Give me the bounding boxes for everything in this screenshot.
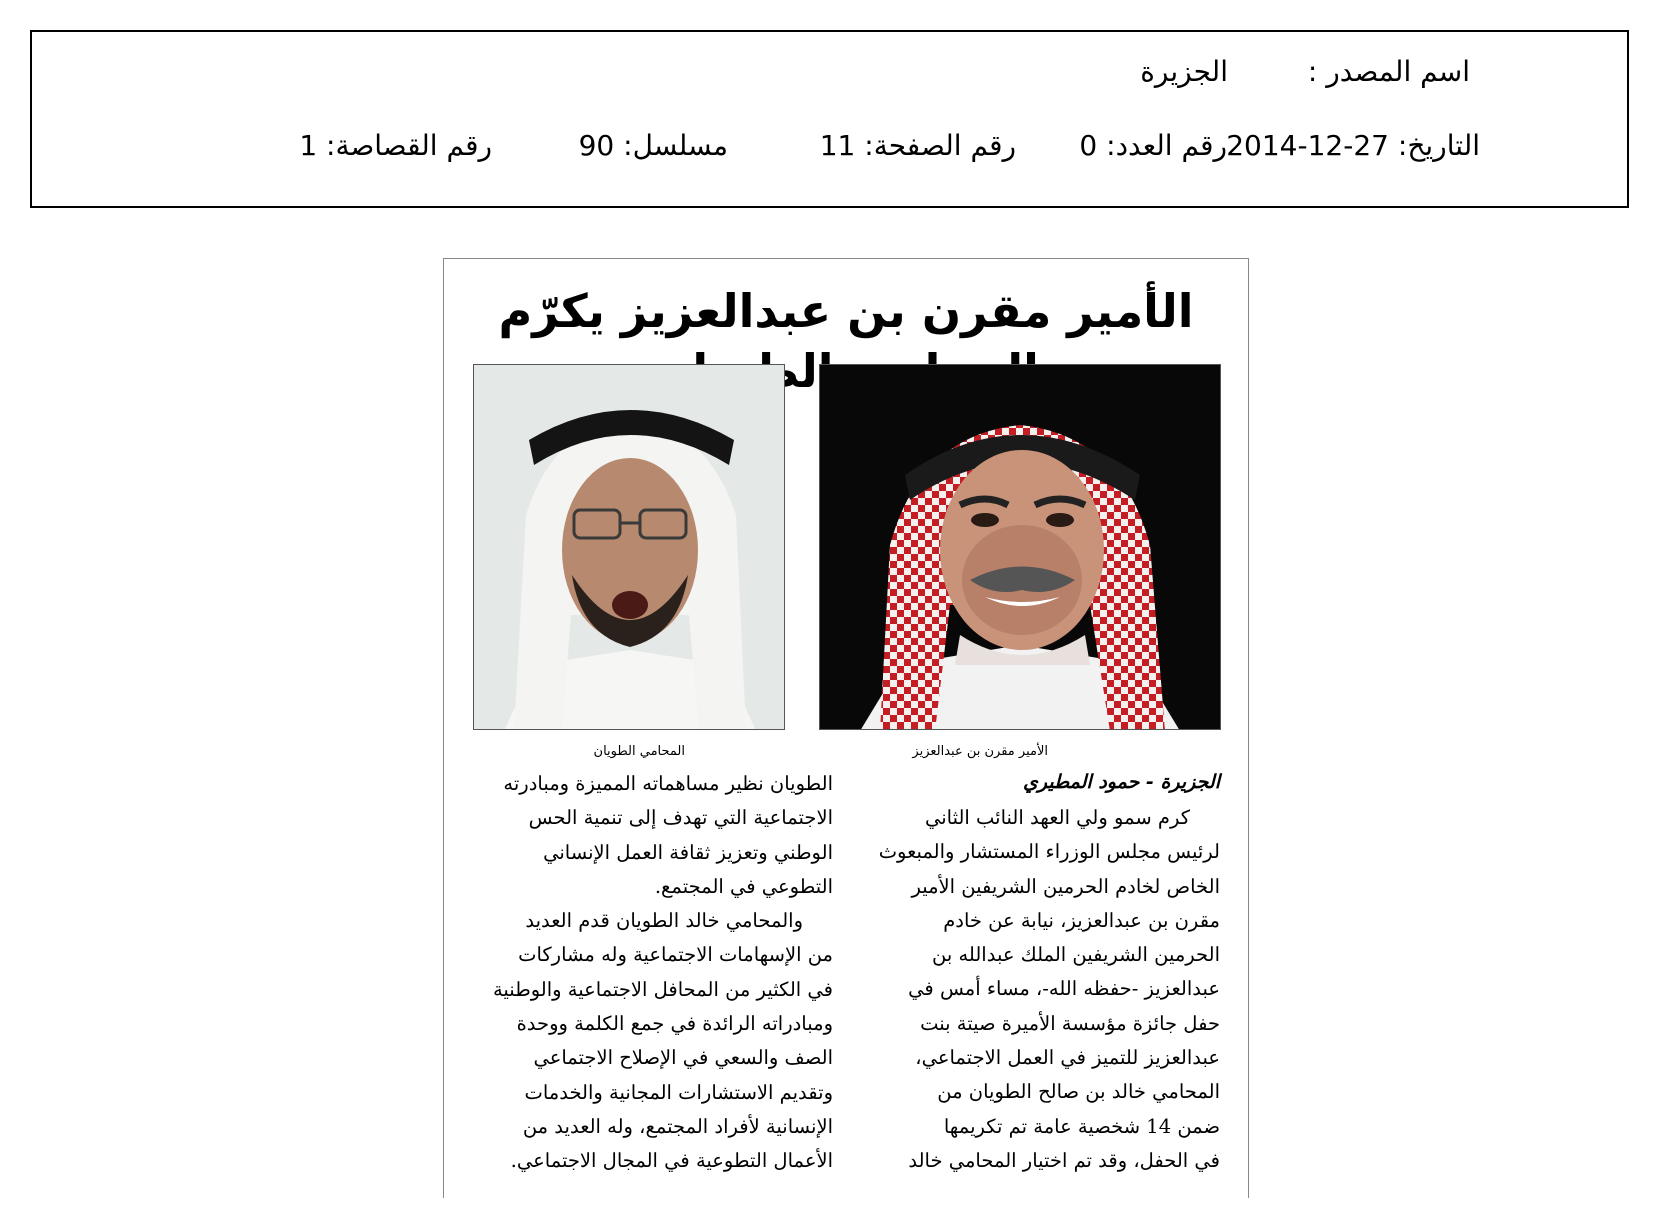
text-line: كرم سمو ولي العهد النائب الثاني <box>924 806 1190 829</box>
text-line: الاجتماعية التي تهدف إلى تنمية الحس <box>528 806 833 830</box>
text-line: لرئيس مجلس الوزراء المستشار والمبعوث <box>878 840 1220 864</box>
text-line: الإنسانية لأفراد المجتمع، وله العديد من <box>522 1114 833 1138</box>
text-line: والمحامي خالد الطويان قدم العديد <box>525 909 803 933</box>
text-line: الصف والسعي في الإصلاح الاجتماعي <box>533 1046 833 1070</box>
article-byline: الجزيرة - حمود المطيري <box>1022 771 1220 793</box>
date-field: التاريخ: 27-12-2014 <box>1226 129 1480 162</box>
caption-lawyer: المحامي الطويان <box>593 744 685 759</box>
text-line: المحامي خالد بن صالح الطويان من <box>937 1080 1220 1104</box>
text-line: حفل جائزة مؤسسة الأميرة صيتة بنت <box>920 1011 1220 1035</box>
article-column-right <box>860 801 1220 1178</box>
text-line: ضمن 14 شخصية عامة تم تكريمها <box>943 1114 1220 1138</box>
clip-number-field: رقم القصاصة: 1 <box>299 129 492 162</box>
text-line: التطوعي في المجتمع. <box>654 874 833 898</box>
text-line: في الكثير من المحافل الاجتماعية والوطنية <box>492 977 833 1001</box>
text-line: الطويان نظير مساهماته المميزة ومبادرته <box>503 772 833 795</box>
text-line: من الإسهامات الاجتماعية وله مشاركات <box>518 943 833 967</box>
text-line: مقرن بن عبدالعزيز، نيابة عن خادم <box>943 908 1220 932</box>
page-number-field: رقم الصفحة: 11 <box>819 129 1016 162</box>
text-line: في الحفل، وقد تم اختيار المحامي خالد <box>908 1148 1220 1172</box>
text-line: عبدالعزيز -حفظه الله-، مساء أمس في <box>908 977 1220 1001</box>
text-line: الحرمين الشريفين الملك عبدالله بن <box>931 943 1220 967</box>
text-line: الوطني وتعزيز ثقافة العمل الإنساني <box>543 840 833 864</box>
source-label: اسم المصدر : <box>1307 55 1470 88</box>
caption-prince: الأمير مقرن بن عبدالعزيز <box>912 744 1048 759</box>
serial-field: مسلسل: 90 <box>578 129 728 162</box>
article-headline: الأمير مقرن بن عبدالعزيز يكرّم <box>498 284 1194 338</box>
article-column-left <box>471 767 833 1179</box>
text-line: الأعمال التطوعية في المجال الاجتماعي. <box>510 1149 833 1173</box>
source-value: الجزيرة <box>1140 55 1228 88</box>
text-line: الخاص لخادم الحرمين الشريفين الأمير <box>911 874 1220 898</box>
photo-lawyer-tuwayyan <box>473 364 785 730</box>
text-line: عبدالعزيز للتميز في العمل الاجتماعي، <box>915 1046 1220 1070</box>
text-line: وتقديم الاستشارات المجانية والخدمات <box>524 1080 833 1104</box>
newspaper-clipping <box>443 258 1249 1198</box>
text-line: ومبادراته الرائدة في جمع الكلمة ووحدة <box>516 1012 833 1036</box>
photo-prince-muqrin <box>819 364 1221 730</box>
issue-number-field: رقم العدد: 0 <box>1079 129 1227 162</box>
